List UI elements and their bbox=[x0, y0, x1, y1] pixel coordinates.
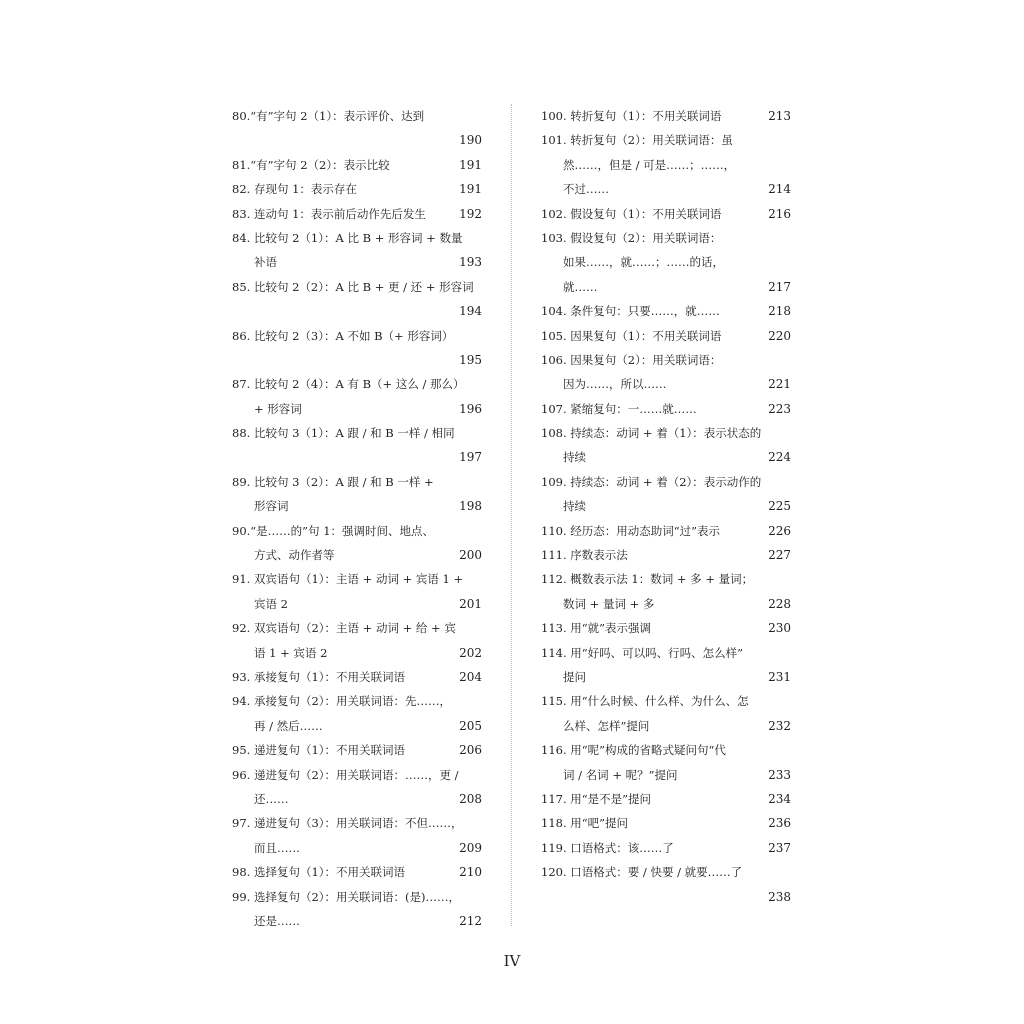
toc-entry-page-number: 198 bbox=[459, 499, 482, 514]
toc-entry-page-number: 226 bbox=[768, 523, 791, 538]
toc-entry-line bbox=[541, 860, 791, 884]
toc-entry-text: 106. 因果复句（2）：用关联词语： bbox=[541, 352, 722, 367]
toc-entry-line bbox=[232, 543, 482, 567]
toc-entry-line bbox=[232, 275, 482, 299]
toc-entry bbox=[541, 787, 791, 811]
toc-entry-text: 96. 递进复句（2）：用关联词语：……，更 / bbox=[232, 767, 459, 782]
toc-entry-line bbox=[232, 128, 482, 152]
toc-entry bbox=[232, 421, 482, 470]
toc-entry-line bbox=[232, 738, 482, 762]
toc-entry-text: 103. 假设复句（2）：用关联词语： bbox=[541, 230, 722, 245]
toc-entry-text: 85. 比较句 2（2）：A 比 B + 更 / 还 + 形容词 bbox=[232, 279, 474, 294]
toc-entry-text: 105. 因果复句（1）：不用关联词语 bbox=[541, 328, 722, 343]
toc-entry-text: 91. 双宾语句（1）：主语 + 动词 + 宾语 1 + bbox=[232, 572, 464, 587]
toc-entry-text: 101. 转折复句（2）：用关联词语：虽 bbox=[541, 133, 733, 148]
toc-entry-line bbox=[232, 372, 482, 396]
toc-entry-text: 97. 递进复句（3）：用关联词语：不但……， bbox=[232, 816, 463, 831]
toc-entry-text: 116. 用“呢”构成的省略式疑问句“代 bbox=[541, 743, 726, 758]
toc-entry-page-number: 201 bbox=[459, 596, 482, 611]
toc-entry-page-number: 194 bbox=[459, 304, 482, 319]
toc-entry-line bbox=[541, 421, 791, 445]
toc-entry-page-number: 208 bbox=[459, 791, 482, 806]
toc-entry-text: 104. 条件复句：只要……，就…… bbox=[541, 304, 720, 319]
toc-entry-line bbox=[541, 397, 791, 421]
toc-entry bbox=[232, 738, 482, 762]
toc-entry-text: 提问 bbox=[563, 669, 586, 684]
toc-entry-text: 词 / 名词 + 呢？”提问 bbox=[563, 767, 678, 782]
toc-entry-text: 还…… bbox=[254, 791, 289, 806]
toc-entry bbox=[541, 324, 791, 348]
toc-entry-text: 而且…… bbox=[254, 840, 300, 855]
toc-entry-page-number: 191 bbox=[459, 157, 482, 172]
toc-entry bbox=[541, 348, 791, 397]
toc-entry bbox=[232, 665, 482, 689]
toc-column-right bbox=[541, 104, 791, 909]
toc-entry-line bbox=[541, 494, 791, 518]
toc-entry-page-number: 202 bbox=[459, 645, 482, 660]
toc-entry bbox=[541, 811, 791, 835]
toc-entry bbox=[541, 397, 791, 421]
toc-entry-line bbox=[541, 616, 791, 640]
toc-entry bbox=[232, 885, 482, 934]
toc-entry-text: 补语 bbox=[254, 255, 277, 270]
toc-entry-text: 宾语 2 bbox=[254, 596, 288, 611]
toc-entry-line bbox=[232, 104, 482, 128]
toc-entry-page-number: 217 bbox=[768, 279, 791, 294]
toc-entry bbox=[541, 689, 791, 738]
toc-entry-text: 80.“有”字句 2（1）：表示评价、达到 bbox=[232, 109, 425, 123]
toc-entry-text: 108. 持续态：动词 + 着（1）：表示状态的 bbox=[541, 426, 762, 441]
toc-entry-text: 92. 双宾语句（2）：主语 + 动词 + 给 + 宾 bbox=[232, 621, 456, 636]
toc-entry-page-number: 214 bbox=[768, 182, 791, 197]
toc-entry bbox=[232, 202, 482, 226]
toc-entry-page-number: 230 bbox=[768, 621, 791, 636]
toc-entry bbox=[232, 324, 482, 373]
toc-entry-text: 89. 比较句 3（2）：A 跟 / 和 B 一样 + bbox=[232, 474, 434, 489]
toc-entry-line bbox=[232, 811, 482, 835]
toc-entry-page-number: 197 bbox=[459, 450, 482, 465]
toc-entry-page-number: 191 bbox=[459, 182, 482, 197]
toc-entry bbox=[232, 275, 482, 324]
toc-entry-text: 115. 用“什么时候、什么样、为什么、怎 bbox=[541, 694, 749, 709]
toc-entry bbox=[541, 543, 791, 567]
toc-entry-line bbox=[541, 226, 791, 250]
toc-entry-line bbox=[232, 421, 482, 445]
toc-entry-line bbox=[232, 665, 482, 689]
toc-entry-line bbox=[541, 641, 791, 665]
toc-entry-text: 87. 比较句 2（4）：A 有 B（+ 这么 / 那么） bbox=[232, 377, 465, 392]
toc-entry-text: 82. 存现句 1：表示存在 bbox=[232, 182, 357, 197]
toc-entry-line bbox=[541, 787, 791, 811]
toc-entry-text: 然……，但是 / 可是……；……， bbox=[563, 157, 736, 172]
toc-entry-line bbox=[541, 202, 791, 226]
toc-entry-line bbox=[232, 177, 482, 201]
toc-entry-line bbox=[232, 616, 482, 640]
toc-entry bbox=[541, 836, 791, 860]
toc-entry-line bbox=[541, 885, 791, 909]
toc-entry-text: 如果……，就……；……的话， bbox=[563, 255, 724, 270]
toc-entry-text: 语 1 + 宾语 2 bbox=[254, 645, 328, 660]
toc-entry bbox=[541, 299, 791, 323]
toc-entry-text: 119. 口语格式：该……了 bbox=[541, 840, 674, 855]
toc-entry bbox=[541, 421, 791, 470]
toc-entry-line bbox=[232, 714, 482, 738]
toc-column-left bbox=[232, 104, 482, 933]
toc-entry-text: 就…… bbox=[563, 279, 598, 294]
toc-entry-text: 110. 经历态：用动态助词“过”表示 bbox=[541, 523, 721, 538]
toc-entry-page-number: 238 bbox=[768, 889, 791, 904]
toc-entry bbox=[541, 738, 791, 787]
toc-entry-page-number: 209 bbox=[459, 840, 482, 855]
toc-entry-text: 120. 口语格式：要 / 快要 / 就要……了 bbox=[541, 865, 743, 880]
toc-entry-line bbox=[541, 836, 791, 860]
toc-entry-text: 113. 用“就”表示强调 bbox=[541, 621, 652, 636]
toc-entry-page-number: 228 bbox=[768, 596, 791, 611]
toc-entry-line bbox=[541, 104, 791, 128]
toc-entry-line bbox=[232, 250, 482, 274]
toc-entry-line bbox=[232, 567, 482, 591]
toc-entry-text: 98. 选择复句（1）：不用关联词语 bbox=[232, 865, 406, 880]
toc-entry-line bbox=[232, 470, 482, 494]
toc-entry-line bbox=[541, 763, 791, 787]
toc-entry-line bbox=[232, 885, 482, 909]
toc-entry-page-number: 205 bbox=[459, 718, 482, 733]
toc-entry bbox=[232, 372, 482, 421]
toc-entry-text: 还是…… bbox=[254, 913, 300, 928]
toc-entry bbox=[232, 153, 482, 177]
toc-entry-text: 93. 承接复句（1）：不用关联词语 bbox=[232, 669, 406, 684]
toc-entry-text: 不过…… bbox=[563, 182, 609, 197]
toc-entry-text: 109. 持续态：动词 + 着（2）：表示动作的 bbox=[541, 474, 762, 489]
toc-entry-text: 90.“是……的”句 1：强调时间、地点、 bbox=[232, 523, 435, 538]
toc-entry bbox=[541, 567, 791, 616]
toc-entry-line bbox=[541, 470, 791, 494]
toc-entry-page-number: 236 bbox=[768, 816, 791, 831]
toc-entry-text: 84. 比较句 2（1）：A 比 B + 形容词 + 数量 bbox=[232, 230, 463, 245]
toc-entry-line bbox=[541, 592, 791, 616]
toc-entry bbox=[232, 567, 482, 616]
toc-entry-page-number: 232 bbox=[768, 718, 791, 733]
toc-entry-page-number: 195 bbox=[459, 352, 482, 367]
toc-entry-line bbox=[232, 494, 482, 518]
toc-entry-text: 118. 用“吧”提问 bbox=[541, 816, 629, 831]
toc-entry bbox=[541, 226, 791, 299]
toc-entry-line bbox=[541, 153, 791, 177]
toc-entry-line bbox=[541, 348, 791, 372]
toc-entry-text: 114. 用“好吗、可以吗、行吗、怎么样” bbox=[541, 645, 744, 660]
toc-entry bbox=[232, 860, 482, 884]
toc-entry-line bbox=[541, 275, 791, 299]
toc-entry-text: 111. 序数表示法 bbox=[541, 548, 628, 563]
toc-entry bbox=[232, 177, 482, 201]
toc-entry-text: 95. 递进复句（1）：不用关联词语 bbox=[232, 743, 406, 758]
toc-entry-line bbox=[541, 299, 791, 323]
toc-entry-page-number: 234 bbox=[768, 791, 791, 806]
toc-entry-text: 99. 选择复句（2）：用关联词语：(是)……， bbox=[232, 889, 460, 904]
toc-entry-text: 再 / 然后…… bbox=[254, 718, 323, 733]
toc-entry-line bbox=[232, 860, 482, 884]
toc-entry-text: 86. 比较句 2（3）：A 不如 B（+ 形容词） bbox=[232, 328, 454, 343]
toc-entry-line bbox=[541, 445, 791, 469]
toc-entry-line bbox=[232, 445, 482, 469]
toc-entry-page-number: 212 bbox=[459, 913, 482, 928]
toc-entry bbox=[541, 616, 791, 640]
toc-entry bbox=[232, 104, 482, 153]
toc-entry-line bbox=[232, 226, 482, 250]
toc-entry-page-number: 220 bbox=[768, 328, 791, 343]
toc-entry bbox=[232, 689, 482, 738]
toc-entry-text: 107. 紧缩复句：一……就…… bbox=[541, 401, 697, 416]
toc-entry-line bbox=[232, 324, 482, 348]
toc-entry-page-number: 200 bbox=[459, 548, 482, 563]
page-number: IV bbox=[503, 952, 521, 970]
toc-entry-page-number: 237 bbox=[768, 840, 791, 855]
toc-entry-text: 83. 连动句 1：表示前后动作先后发生 bbox=[232, 206, 426, 221]
toc-entry-page-number: 204 bbox=[459, 669, 482, 684]
toc-entry bbox=[541, 641, 791, 690]
toc-entry-line bbox=[541, 324, 791, 348]
toc-entry-text: 81.“有”字句 2（2）：表示比较 bbox=[232, 157, 390, 172]
toc-entry bbox=[541, 202, 791, 226]
toc-entry-line bbox=[541, 714, 791, 738]
toc-entry-line bbox=[541, 128, 791, 152]
toc-entry-line bbox=[232, 641, 482, 665]
toc-entry bbox=[232, 616, 482, 665]
toc-entry-text: 94. 承接复句（2）：用关联词语：先……， bbox=[232, 694, 452, 709]
toc-entry-line bbox=[541, 689, 791, 713]
toc-entry-line bbox=[541, 177, 791, 201]
toc-entry-text: 数词 + 量词 + 多 bbox=[563, 596, 655, 611]
toc-entry-line bbox=[541, 567, 791, 591]
toc-entry-line bbox=[541, 738, 791, 762]
toc-entry-line bbox=[232, 909, 482, 933]
toc-entry-page-number: 193 bbox=[459, 255, 482, 270]
toc-entry-text: 因为……，所以…… bbox=[563, 377, 667, 392]
toc-entry-page-number: 190 bbox=[459, 133, 482, 148]
toc-entry-line bbox=[541, 811, 791, 835]
toc-entry bbox=[541, 470, 791, 519]
toc-entry-page-number: 216 bbox=[768, 206, 791, 221]
toc-entry-page-number: 221 bbox=[768, 377, 791, 392]
toc-entry bbox=[541, 104, 791, 128]
toc-entry-line bbox=[232, 689, 482, 713]
toc-entry-text: 么样、怎样”提问 bbox=[563, 718, 650, 733]
toc-entry-text: 102. 假设复句（1）：不用关联词语 bbox=[541, 206, 722, 221]
toc-entry-line bbox=[541, 665, 791, 689]
toc-entry-line bbox=[541, 372, 791, 396]
toc-entry-line bbox=[232, 299, 482, 323]
toc-entry-text: 形容词 bbox=[254, 499, 289, 514]
toc-entry-text: 88. 比较句 3（1）：A 跟 / 和 B 一样 / 相同 bbox=[232, 426, 455, 441]
toc-entry-text: 100. 转折复句（1）：不用关联词语 bbox=[541, 109, 722, 123]
toc-entry-line bbox=[232, 348, 482, 372]
toc-entry-page-number: 224 bbox=[768, 450, 791, 465]
toc-entry-page-number: 192 bbox=[459, 206, 482, 221]
toc-entry-page-number: 218 bbox=[768, 304, 791, 319]
toc-entry-text: 117. 用“是不是”提问 bbox=[541, 791, 652, 806]
toc-entry-text: 持续 bbox=[563, 450, 586, 465]
toc-entry-line bbox=[232, 787, 482, 811]
toc-entry-text: 方式、动作者等 bbox=[254, 548, 335, 563]
toc-entry-page-number: 231 bbox=[768, 669, 791, 684]
toc-entry-page-number: 196 bbox=[459, 401, 482, 416]
toc-entry-line bbox=[232, 592, 482, 616]
toc-entry-text: 112. 概数表示法 1：数词 + 多 + 量词； bbox=[541, 572, 754, 587]
toc-entry-line bbox=[541, 519, 791, 543]
toc-entry bbox=[541, 860, 791, 909]
toc-entry-text: 持续 bbox=[563, 499, 586, 514]
toc-entry-text: + 形容词 bbox=[254, 401, 302, 416]
toc-entry-page-number: 206 bbox=[459, 743, 482, 758]
toc-entry-page-number: 213 bbox=[768, 109, 791, 123]
toc-entry-line bbox=[232, 153, 482, 177]
toc-entry-line bbox=[232, 519, 482, 543]
toc-entry-page-number: 210 bbox=[459, 865, 482, 880]
toc-entry-line bbox=[541, 250, 791, 274]
toc-entry bbox=[232, 470, 482, 519]
toc-entry bbox=[232, 519, 482, 568]
toc-entry-line bbox=[232, 202, 482, 226]
toc-entry-line bbox=[232, 763, 482, 787]
toc-entry-line bbox=[232, 397, 482, 421]
toc-entry-page-number: 225 bbox=[768, 499, 791, 514]
toc-entry-page-number: 233 bbox=[768, 767, 791, 782]
column-divider bbox=[511, 104, 512, 926]
toc-entry bbox=[232, 763, 482, 812]
toc-entry bbox=[541, 128, 791, 201]
toc-entry-page-number: 223 bbox=[768, 401, 791, 416]
toc-entry bbox=[541, 519, 791, 543]
toc-entry bbox=[232, 226, 482, 275]
toc-entry bbox=[232, 811, 482, 860]
toc-entry-line bbox=[541, 543, 791, 567]
toc-entry-line bbox=[232, 836, 482, 860]
toc-entry-page-number: 227 bbox=[768, 548, 791, 563]
